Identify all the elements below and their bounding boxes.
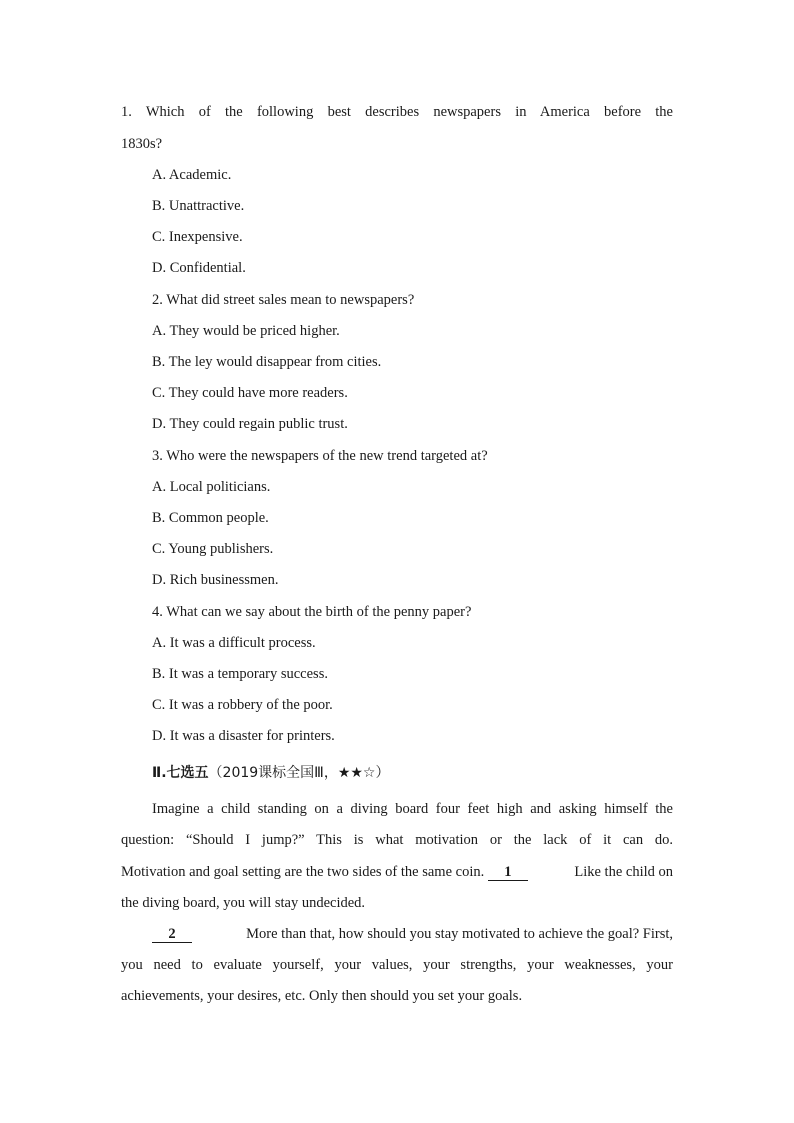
section-heading bbox=[152, 763, 389, 783]
passage-p2-line1-text: More than that, how should you stay motivated to achieve the goal? First, bbox=[246, 926, 673, 942]
passage-p1-line1: Imagine a child standing on a diving board four feet high and asking himself the bbox=[152, 801, 673, 817]
passage-p1-line3 bbox=[121, 862, 673, 882]
question-1-option-c: C. Inexpensive. bbox=[152, 229, 243, 245]
question-2-option-a: A. They would be priced higher. bbox=[152, 323, 340, 339]
blank-2[interactable]: 2 bbox=[152, 926, 192, 943]
question-1-option-a: A. Academic. bbox=[152, 167, 232, 183]
question-4-option-a: A. It was a difficult process. bbox=[152, 635, 316, 651]
question-1-stem-cont: 1830s? bbox=[121, 136, 163, 152]
question-1-stem: 1. Which of the following best describes newspapers in America before the bbox=[121, 104, 673, 120]
passage-p2-line3: achievements, your desires, etc. Only then should you set your goals. bbox=[121, 988, 523, 1004]
question-1-option-d: D. Confidential. bbox=[152, 260, 246, 276]
question-4-stem: 4. What can we say about the birth of the penny paper? bbox=[152, 604, 472, 620]
question-3-option-d: D. Rich businessmen. bbox=[152, 572, 279, 588]
question-2-option-c: C. They could have more readers. bbox=[152, 385, 348, 401]
question-1-option-b: B. Unattractive. bbox=[152, 198, 245, 214]
question-2-stem: 2. What did street sales mean to newspapers? bbox=[152, 292, 415, 308]
question-3-option-b: B. Common people. bbox=[152, 510, 269, 526]
question-3-stem: 3. Who were the newspapers of the new trend targeted at? bbox=[152, 448, 488, 464]
passage-p1-line2: question: “Should I jump?” This is what motivation or the lack of it can do. bbox=[121, 832, 673, 848]
passage-p1-line4: the diving board, you will stay undecided. bbox=[121, 895, 366, 911]
section-title: Ⅱ.七选五 bbox=[152, 765, 209, 781]
question-3-option-c: C. Young publishers. bbox=[152, 541, 274, 557]
question-2-option-d: D. They could regain public trust. bbox=[152, 416, 348, 432]
question-4-option-b: B. It was a temporary success. bbox=[152, 666, 328, 682]
passage-p1-line3-tail: Like the child on bbox=[574, 864, 673, 880]
section-source: （2019课标全国Ⅲ，★★☆） bbox=[208, 765, 390, 781]
passage-p2-line1 bbox=[152, 924, 673, 944]
question-2-option-b: B. The ley would disappear from cities. bbox=[152, 354, 382, 370]
passage-p1-line3-text: Motivation and goal setting are the two sides of the same coin. bbox=[121, 864, 485, 880]
question-4-option-c: C. It was a robbery of the poor. bbox=[152, 697, 333, 713]
question-4-option-d: D. It was a disaster for printers. bbox=[152, 728, 335, 744]
question-3-option-a: A. Local politicians. bbox=[152, 479, 271, 495]
passage-p2-line2: you need to evaluate yourself, your values, your strengths, your weaknesses, your bbox=[121, 957, 673, 973]
blank-1[interactable]: 1 bbox=[488, 864, 528, 881]
